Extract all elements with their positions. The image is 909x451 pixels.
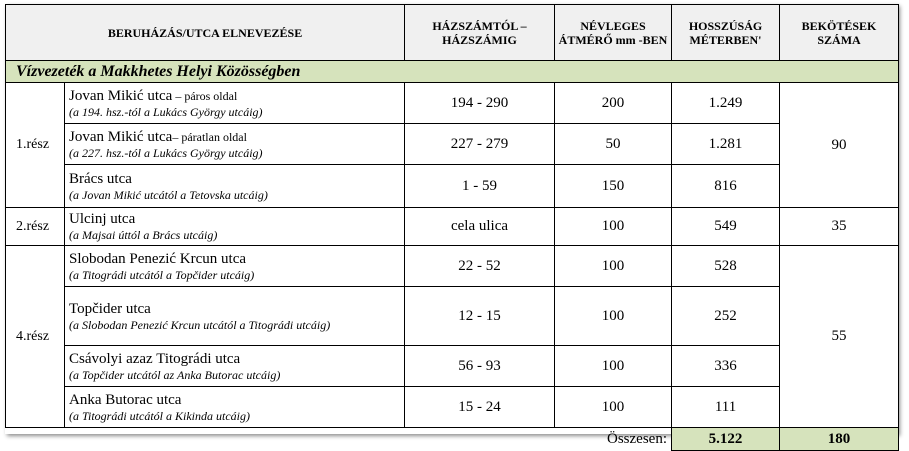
street-name: Brács utca xyxy=(69,170,132,187)
street-description: (a Titográdi utcától a Topčider utcáig) xyxy=(69,267,255,282)
blank-cell xyxy=(65,428,405,451)
table-row xyxy=(6,246,899,287)
street-cell xyxy=(65,165,405,208)
table-row xyxy=(6,124,899,165)
header-row xyxy=(6,5,899,61)
street-cell xyxy=(65,83,405,124)
water-pipeline-table xyxy=(5,4,899,451)
diameter: 100 xyxy=(555,287,672,346)
house-range: 227 - 279 xyxy=(405,124,555,165)
diameter: 150 xyxy=(555,165,672,208)
house-range: 12 - 15 xyxy=(405,287,555,346)
street-name: Csávolyi azaz Titográdi utca xyxy=(69,350,241,367)
street-description: (a Titográdi utcától a Kikinda utcáig) xyxy=(69,408,250,423)
table-row xyxy=(6,387,899,428)
table-row xyxy=(6,208,899,246)
length: 528 xyxy=(672,246,780,287)
total-length: 5.122 xyxy=(672,428,780,451)
house-range: 15 - 24 xyxy=(405,387,555,428)
blank-cell xyxy=(6,428,65,451)
street-description: (a Jovan Mikić utcától a Tetovska utcáig) xyxy=(69,187,268,202)
part-label-4: 4.rész xyxy=(6,246,65,428)
street-cell xyxy=(65,346,405,387)
header-range: HÁZSZÁMTÓL – HÁZSZÁMIG xyxy=(405,5,555,61)
length: 336 xyxy=(672,346,780,387)
section-title: Vízvezeték a Makkhetes Helyi Közösségben xyxy=(6,61,899,83)
street-name: Topčider utca xyxy=(69,300,151,317)
street-cell xyxy=(65,287,405,346)
part-label-2: 2.rész xyxy=(6,208,65,246)
header-name: BERUHÁZÁS/UTCA ELNEVEZÉSE xyxy=(6,5,405,61)
part-label-1: 1.rész xyxy=(6,83,65,208)
table-row xyxy=(6,346,899,387)
street-name: Ulcinj utca xyxy=(69,211,136,227)
diameter: 100 xyxy=(555,208,672,246)
length: 1.249 xyxy=(672,83,780,124)
street-name: Jovan Mikić utca – páros oldal xyxy=(69,87,238,104)
street-name: Slobodan Penezić Krcun utca xyxy=(69,250,247,267)
length: 816 xyxy=(672,165,780,208)
header-length: HOSSZÚSÁG MÉTERBEN' xyxy=(672,5,780,61)
table-row xyxy=(6,287,899,346)
house-range: 56 - 93 xyxy=(405,346,555,387)
house-range: cela ulica xyxy=(405,208,555,246)
house-range: 22 - 52 xyxy=(405,246,555,287)
street-description: (a 227. hsz.-tól a Lukács György utcáig) xyxy=(69,145,263,160)
street-cell xyxy=(65,387,405,428)
total-connections: 180 xyxy=(780,428,899,451)
street-description: (a Slobodan Penezić Krcun utcától a Titográdi utcáig) xyxy=(69,317,331,332)
total-row xyxy=(6,428,899,451)
table-row xyxy=(6,83,899,124)
section-row xyxy=(6,61,899,83)
length: 549 xyxy=(672,208,780,246)
connections-part-2: 35 xyxy=(780,208,899,246)
length: 252 xyxy=(672,287,780,346)
diameter: 100 xyxy=(555,346,672,387)
street-description: (a Topčider utcától az Anka Butorac utcáig) xyxy=(69,367,281,382)
street-cell xyxy=(65,208,405,246)
diameter: 100 xyxy=(555,387,672,428)
street-description: (a 194. hsz.-tól a Lukács György utcáig) xyxy=(69,104,263,119)
length: 111 xyxy=(672,387,780,428)
diameter: 100 xyxy=(555,246,672,287)
street-name: Anka Butorac utca xyxy=(69,391,182,408)
street-description: (a Majsai úttól a Brács utcáig) xyxy=(69,228,218,242)
table-row xyxy=(6,165,899,208)
diameter: 200 xyxy=(555,83,672,124)
header-diameter: NÉVLEGES ÁTMÉRŐ mm -BEN xyxy=(555,5,672,61)
house-range: 194 - 290 xyxy=(405,83,555,124)
street-cell xyxy=(65,124,405,165)
street-cell xyxy=(65,246,405,287)
street-name: Jovan Mikić utca– páratlan oldal xyxy=(69,128,247,145)
header-connections: BEKÖTÉSEK SZÁMA xyxy=(780,5,899,61)
table-frame xyxy=(5,4,898,447)
total-label: Összesen: xyxy=(405,428,672,451)
connections-part-4: 55 xyxy=(780,246,899,428)
diameter: 50 xyxy=(555,124,672,165)
length: 1.281 xyxy=(672,124,780,165)
connections-part-1: 90 xyxy=(780,83,899,208)
house-range: 1 - 59 xyxy=(405,165,555,208)
